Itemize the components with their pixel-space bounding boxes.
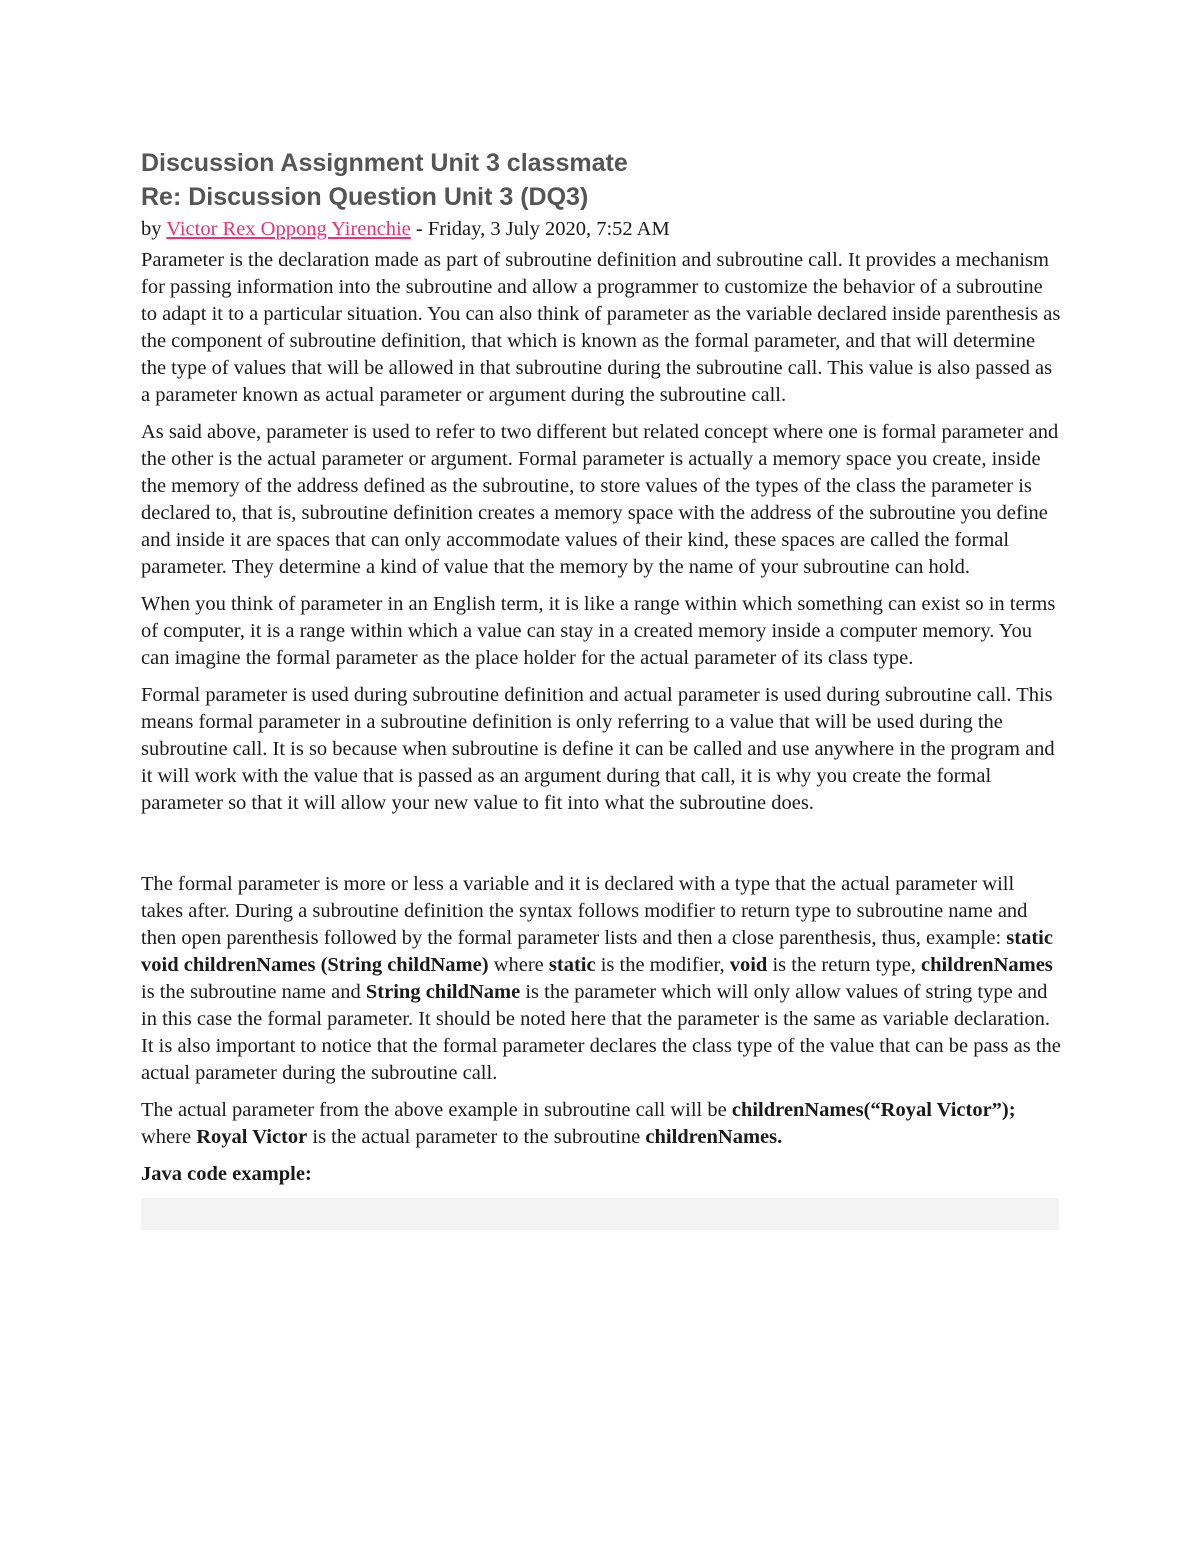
paragraph-2: As said above, parameter is used to refer to two different but related concept where one is formal parameter and the other is the actual parameter or argument. Formal parameter is actually a memory space you create, inside the memory of the address defined as the subroutine, to store values of the types of the class the parameter is declared to, that is, subroutine definition creates a memory space with the address of the subroutine you define and inside it are spaces that can only accommodate values of their kind, these spaces are called the formal parameter. They determine a kind of value that the memory by the name of your subroutine can hold. <box>141 421 1059 578</box>
bold-run: childrenNames(“Royal Victor”); <box>731 1099 1016 1121</box>
bold-run: childrenNames. <box>645 1126 783 1148</box>
text-run: is the return type, <box>767 954 922 976</box>
paragraph-1: Parameter is the declaration made as part of subroutine definition and subroutine call. It provides a mechanism for passing information into the subroutine and allow a programmer to customize the behavior of a subroutine to adapt it to a particular situation. You can also think of parameter as the variable declared inside parenthesis as the component of subroutine definition, that which is known as the formal parameter, and that will determine the type of values that will be allowed in that subroutine during the subroutine call. This value is also passed as a parameter known as actual parameter or argument during the subroutine call. <box>141 249 1061 406</box>
text-run: is the actual parameter to the subroutine <box>307 1126 646 1148</box>
text-run: is the parameter which will only allow values of string type and in this case the formal parameter. It should be noted here that the parameter is the same as variable declaration. It is also important to notice that the formal parameter declares the class type of the value that can be pass as the actual parameter during the subroutine call. <box>141 981 1061 1084</box>
paragraph-4: Formal parameter is used during subroutine definition and actual parameter is used during subroutine call. This means formal parameter in a subroutine definition is only referring to a value that will be used during the subroutine call. It is so because when subroutine is define it can be called and use anywhere in the program and it will work with the value that is passed as an argument during that call, it is why you create the formal parameter so that it will allow your new value to fit into what the subroutine does. <box>141 684 1055 814</box>
post-subject: Re: Discussion Question Unit 3 (DQ3) <box>141 183 589 211</box>
bold-run: void <box>729 954 768 976</box>
paragraph-6 <box>141 1097 1061 1151</box>
text-run: where <box>141 1126 197 1148</box>
post-date: - Friday, 3 July 2020, 7:52 AM <box>410 218 670 240</box>
bold-run: childrenNames <box>921 954 1053 976</box>
code-heading <box>141 1161 1061 1188</box>
bold-run: Royal Victor <box>196 1126 308 1148</box>
text-run: The actual parameter from the above example in subroutine call will be <box>141 1099 732 1121</box>
code-heading-text: Java code example: <box>141 1163 312 1185</box>
text-run: where <box>488 954 549 976</box>
code-block <box>141 1198 1059 1230</box>
discussion-post <box>141 146 1061 1230</box>
paragraph-5 <box>141 871 1061 1087</box>
post-byline <box>141 216 1061 243</box>
text-run: The formal parameter is more or less a variable and it is declared with a type that the actual parameter will takes after. During a subroutine definition the syntax follows modifier to return type to subroutine name and then open parenthesis followed by the formal parameter lists and then a close parenthesis, thus, example: <box>141 873 1028 949</box>
by-prefix: by <box>141 218 167 240</box>
text-run: is the modifier, <box>595 954 730 976</box>
bold-run: static void childrenNames (String childName) <box>141 927 1053 976</box>
spacer <box>141 827 1061 871</box>
text-run: is the subroutine name and <box>141 981 366 1003</box>
page-title: Discussion Assignment Unit 3 classmate <box>141 149 628 177</box>
bold-run: static <box>548 954 596 976</box>
author-link[interactable]: Victor Rex Oppong Yirenchie <box>166 218 411 240</box>
paragraph-3: When you think of parameter in an English term, it is like a range within which something can exist so in terms of computer, it is a range within which a value can stay in a created memory inside a computer memory. You can imagine the formal parameter as the place holder for the actual parameter of its class type. <box>141 593 1056 669</box>
bold-run: String childName <box>365 981 521 1003</box>
